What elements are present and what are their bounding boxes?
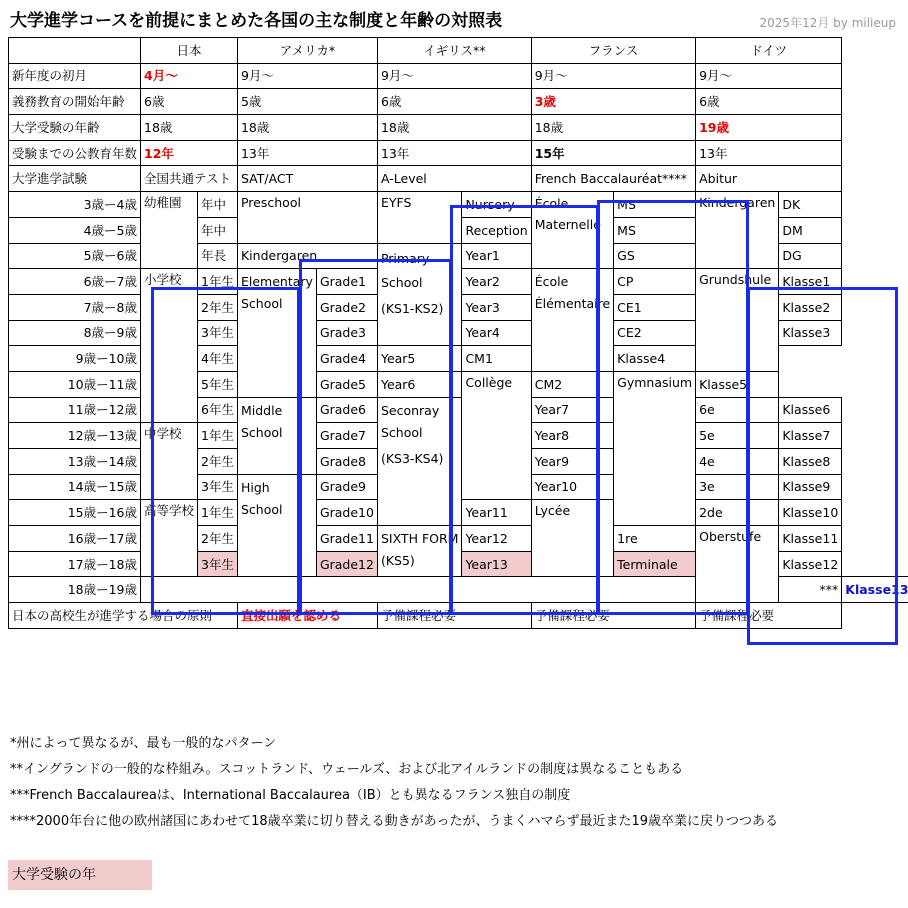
age-label: 18歳ー19歳 [9,577,141,603]
uk-secondary-line3: (KS3-KS4) [380,450,444,466]
france-elementaire [531,269,613,372]
usa-preschool: Preschool [237,192,377,243]
germany-klasse: Klasse2 [779,294,842,320]
uk-value: 18歳 [377,115,531,141]
uk-year: Reception [462,217,531,243]
summary-label: 受験までの公教育年数 [9,140,141,166]
header-usa: アメリカ* [237,38,377,64]
uk-year: Year5 [377,346,461,372]
legend-exam-year: 大学受験の年 [8,860,152,890]
france-value: 3歳 [531,89,695,115]
credit: 2025年12月 by milieup [759,16,896,30]
age-label: 4歳ー5歳 [9,217,141,243]
japan-grade: 1年生 [198,500,238,526]
usa-value: 9月〜 [237,63,377,89]
germany-value: 6歳 [696,89,842,115]
uk-primary-line2: School [380,274,423,290]
comparison-table [8,37,908,629]
france-level: CM1 [462,346,531,372]
principle-uk: 予備課程必要 [377,603,531,629]
usa-middle-line1: Middle [240,402,283,418]
france-level-exam: Terminale [614,551,696,577]
age-label: 13歳ー14歳 [9,449,141,475]
uk-year: Year9 [531,449,613,475]
summary-row-compulsory-age [9,89,908,115]
usa-grade: Grade9 [316,474,377,500]
france-level: CE1 [614,294,696,320]
japan-kindergarten: 幼稚園 [141,192,198,269]
germany-klasse: Klasse10 [779,500,842,526]
uk-year: Year3 [462,294,531,320]
japan-value: 全国共通テスト [141,166,238,192]
germany-level: DG [779,243,842,269]
japan-grade: 2年生 [198,294,238,320]
japan-elementary: 小学校 [141,269,198,423]
france-maternelle-line2: Maternelle [534,217,601,233]
uk-year: Year4 [462,320,531,346]
uk-secondary [377,397,461,525]
empty-span [141,577,696,603]
france-level: MS [614,192,696,218]
usa-middle-line2: School [240,424,283,440]
germany-level: DK [779,192,842,218]
uk-sixth-form-line1: SIXTH FORM [380,531,459,547]
france-elementaire-line2: Élémentaire [534,296,611,312]
usa-elementary-line1: Elementary [240,274,313,290]
usa-elementary-line2: School [240,296,283,312]
japan-middle-school: 中学校 [141,423,198,500]
uk-value: 13年 [377,140,531,166]
summary-label: 大学進学試験 [9,166,141,192]
germany-klasse: Klasse5 [696,371,779,397]
principle-row [9,603,908,629]
usa-grade: Grade3 [316,320,377,346]
principle-france: 予備課程必要 [531,603,695,629]
usa-value: 18歳 [237,115,377,141]
usa-high-line1: High [240,479,270,495]
germany-klasse: Klasse3 [779,320,842,346]
age-label: 14歳ー15歳 [9,474,141,500]
usa-grade: Grade2 [316,294,377,320]
germany-kindergarten: Kindergaren [696,192,779,269]
principle-usa: 直接出願を認める [237,603,377,629]
uk-primary-line3: (KS1-KS2) [380,300,444,316]
usa-grade: Grade8 [316,449,377,475]
germany-klasse: Klasse8 [779,449,842,475]
age-label: 6歳ー7歳 [9,269,141,295]
uk-primary-line1: Primary [380,250,430,266]
age-label: 7歳ー8歳 [9,294,141,320]
uk-value: 9月〜 [377,63,531,89]
france-value: 9月〜 [531,63,695,89]
usa-grade: Grade5 [316,371,377,397]
uk-secondary-line1: Seconray [380,402,440,418]
uk-secondary-line2: School [380,424,423,440]
germany-klasse: Klasse6 [779,397,842,423]
france-value: 18歳 [531,115,695,141]
header-japan: 日本 [141,38,238,64]
page-title: 大学進学コースを前提にまとめた各国の主な制度と年齢の対照表 [10,11,503,31]
age-label: 15歳ー16歳 [9,500,141,526]
germany-klasse: Klasse11 [779,526,842,552]
germany-value: 19歳 [696,115,842,141]
summary-label: 新年度の初月 [9,63,141,89]
summary-label: 大学受験の年齢 [9,115,141,141]
usa-value: SAT/ACT [237,166,377,192]
uk-year: Year11 [462,500,531,526]
footnote: *州によって異なるが、最も一般的なパターン [10,736,277,751]
footnotes [10,731,778,835]
uk-year: Year8 [531,423,613,449]
header-france: フランス [531,38,695,64]
usa-grade: Grade10 [316,500,377,526]
uk-year: Year1 [462,243,531,269]
japan-value: 4月〜 [141,63,238,89]
japan-value: 18歳 [141,115,238,141]
principle-label: 日本の高校生が進学する場合の原則 [9,603,238,629]
age-label: 3歳ー4歳 [9,192,141,218]
age-label: 12歳ー13歳 [9,423,141,449]
uk-eyfs: EYFS [377,192,461,243]
uk-year: Year10 [531,474,613,500]
germany-klasse: Klasse12 [779,551,842,577]
germany-klasse: Klasse1 [779,269,842,295]
usa-grade: Grade11 [316,526,377,552]
france-elementaire-line1: École [534,274,569,290]
usa-grade: Grade4 [316,346,377,372]
uk-year: Year7 [531,397,613,423]
usa-high-line2: School [240,501,283,517]
japan-grade: 5年生 [198,371,238,397]
france-value: 15年 [531,140,695,166]
summary-label: 義務教育の開始年齢 [9,89,141,115]
age-label: 10歳ー11歳 [9,371,141,397]
france-lycee: Lycée [531,500,613,577]
usa-high [237,474,316,577]
usa-value: 5歳 [237,89,377,115]
france-level: 5e [696,423,779,449]
japan-grade: 2年生 [198,449,238,475]
germany-marker: *** [779,577,842,603]
header-germany: ドイツ [696,38,842,64]
germany-value: Abitur [696,166,842,192]
age-label: 16歳ー17歳 [9,526,141,552]
japan-grade: 3年生 [198,474,238,500]
summary-row-public-years [9,140,908,166]
header-corner [9,38,141,64]
germany-klasse-exam: Klasse13 [842,577,908,603]
japan-high-school: 高等学校 [141,500,198,577]
france-level: 3e [696,474,779,500]
age-label: 8歳ー9歳 [9,320,141,346]
uk-sixth-form-line2: (KS5) [380,553,415,569]
age-label: 17歳ー18歳 [9,551,141,577]
france-level: 4e [696,449,779,475]
header-uk: イギリス** [377,38,531,64]
france-level: 6e [696,397,779,423]
japan-grade: 年中 [198,217,238,243]
uk-year: Year6 [377,371,461,397]
france-level: GS [614,243,696,269]
uk-year-exam: Year13 [462,551,531,577]
usa-grade-exam: Grade12 [316,551,377,577]
uk-year: Year12 [462,526,531,552]
age-label: 9歳ー10歳 [9,346,141,372]
uk-year: Year2 [462,269,531,295]
france-level: CE2 [614,320,696,346]
summary-row-school-year-start [9,63,908,89]
uk-sixth-form [377,526,461,577]
germany-value: 13年 [696,140,842,166]
uk-primary [377,243,461,346]
footnote: ***French Baccalaureaは、International Baccalaurea（IB）とも異なるフランス独自の制度 [10,788,571,803]
usa-value: 13年 [237,140,377,166]
usa-kindergarten: Kindergaren [237,243,377,269]
uk-value: A-Level [377,166,531,192]
summary-row-entrance-exam [9,166,908,192]
germany-oberstufe: Oberstufe [696,526,779,603]
usa-middle [237,397,316,474]
summary-row-exam-age [9,115,908,141]
japan-grade: 2年生 [198,526,238,552]
principle-germany: 予備課程必要 [696,603,842,629]
age-label: 5歳ー6歳 [9,243,141,269]
france-value: French Baccalauréat**** [531,166,695,192]
france-maternelle-line1: École [534,196,569,212]
footnote: **イングランドの一般的な枠組み。スコットランド、ウェールズ、および北アイルランドの制度は異なることもある [10,762,684,777]
usa-grade: Grade1 [316,269,377,295]
france-level: CM2 [531,371,613,397]
age-row [9,192,908,218]
uk-value: 6歳 [377,89,531,115]
france-college: Collège [462,371,531,499]
footnote: ****2000年台に他の欧州諸国にあわせて18歳卒業に切り替える動きがあったが、うまくハマらず最近また19歳卒業に戻りつつある [10,814,779,829]
header-row [9,38,908,64]
japan-grade: 4年生 [198,346,238,372]
japan-value: 12年 [141,140,238,166]
usa-elementary [237,269,316,397]
france-level: CP [614,269,696,295]
germany-gymnasium: Gymnasium [614,371,696,525]
france-level: MS [614,217,696,243]
france-maternelle [531,192,613,269]
japan-grade: 3年生 [198,320,238,346]
germany-klasse: Klasse9 [779,474,842,500]
japan-value: 6歳 [141,89,238,115]
germany-grundschule: Grundshule [696,269,779,372]
age-label: 11歳ー12歳 [9,397,141,423]
japan-grade: 年長 [198,243,238,269]
usa-grade: Grade7 [316,423,377,449]
japan-grade-exam: 3年生 [198,551,238,577]
france-level: 2de [696,500,779,526]
japan-grade: 1年生 [198,423,238,449]
germany-value: 9月〜 [696,63,842,89]
japan-grade: 6年生 [198,397,238,423]
germany-klasse: Klasse4 [614,346,696,372]
japan-grade: 年中 [198,192,238,218]
germany-level: DM [779,217,842,243]
usa-grade: Grade6 [316,397,377,423]
japan-grade: 1年生 [198,269,238,295]
france-level: 1re [614,526,696,552]
uk-year: Nursery [462,192,531,218]
germany-klasse: Klasse7 [779,423,842,449]
